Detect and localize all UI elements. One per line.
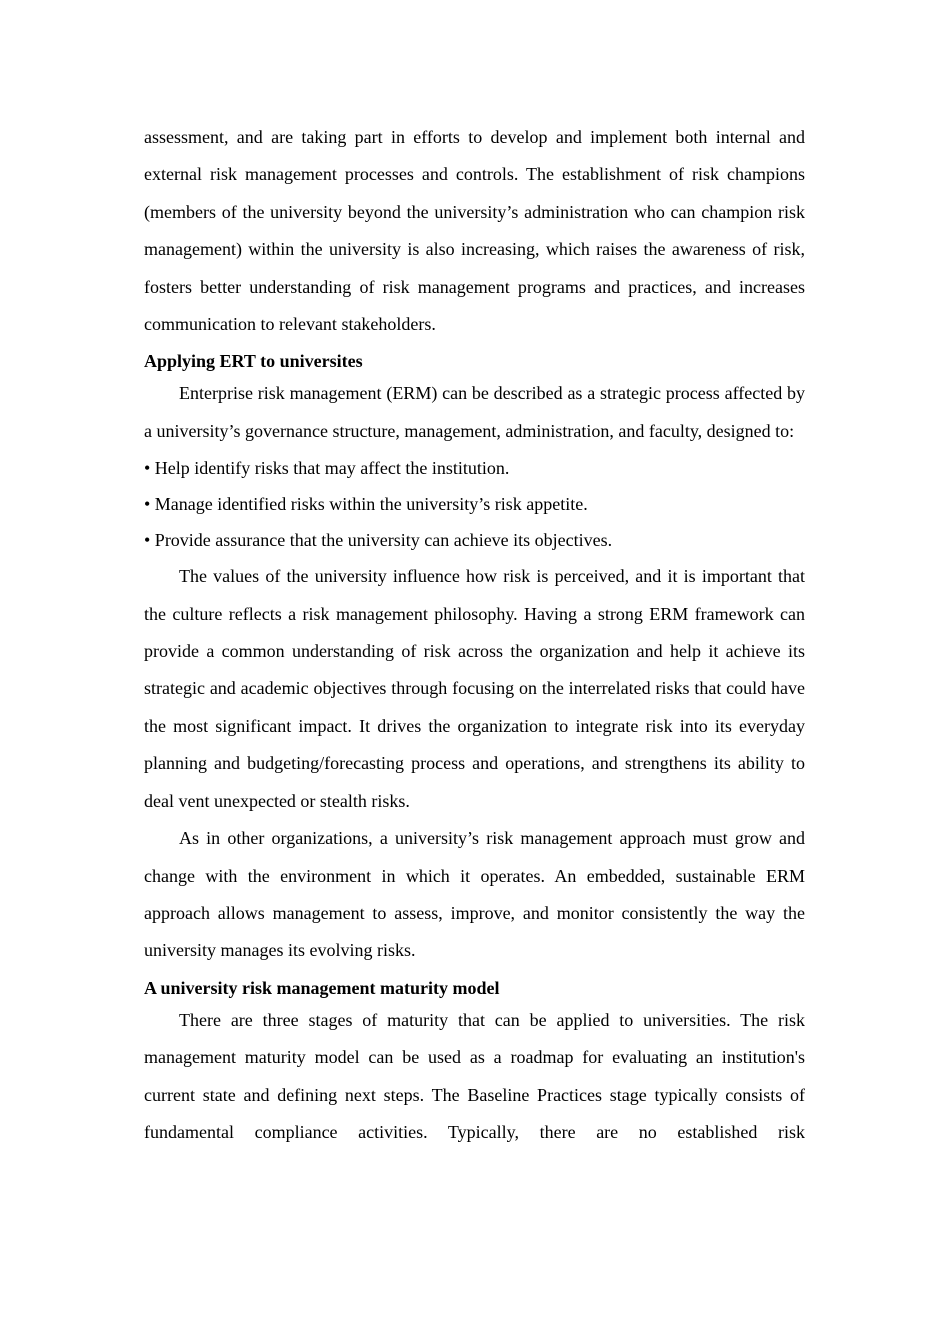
bullet-item-manage-risks: • Manage identified risks within the university’s risk appetite. xyxy=(144,494,588,515)
bullet-item-identify-risks: • Help identify risks that may affect the institution. xyxy=(144,458,510,479)
paragraph-erm-definition: Enterprise risk management (ERM) can be described as a strategic process affected by a university’s governance structure, management, administration, and faculty, designed to: xyxy=(144,383,805,441)
paragraph-university-values: The values of the university influence how risk is perceived, and it is important that the culture reflects a risk management philosophy. Having a strong ERM framework can provide a common understanding of risk across the organization and help it achieve its strategic and academic objectives through focusing on the interrelated risks that could have the most significant impact. It drives the organization to integrate risk into its everyday planning and budgeting/forecasting process and operations, and strengthens its ability to deal vent unexpected or stealth risks. xyxy=(144,566,805,811)
bullet-item-provide-assurance: • Provide assurance that the university can achieve its objectives. xyxy=(144,530,613,551)
section-heading-maturity-model: A university risk management maturity model xyxy=(144,977,500,998)
paragraph-risk-approach-change: As in other organizations, a university’s risk management approach must grow and change with the environment in which it operates. An embedded, sustainable ERM approach allows management to assess, improve, and monitor consistently the way the university manages its evolving risks. xyxy=(144,828,805,961)
document-page xyxy=(144,119,805,1151)
paragraph-risk-champions: assessment, and are taking part in efforts to develop and implement both internal and external risk management processes and controls. The establishment of risk champions (members of the university beyond the university’s administration who can champion risk management) within the university is also increasing, which raises the awareness of risk, fosters better understanding of risk management programs and practices, and increases communication to relevant stakeholders. xyxy=(144,127,805,335)
paragraph-maturity-stages: There are three stages of maturity that can be applied to universities. The risk management maturity model can be used as a roadmap for evaluating an institution's current state and defining next steps. The Baseline Practices stage typically consists of fundamental compliance activities. Typically, there are no established risk xyxy=(144,1009,805,1142)
section-heading-applying-ert: Applying ERT to universites xyxy=(144,351,363,372)
bullet-list xyxy=(144,450,805,558)
